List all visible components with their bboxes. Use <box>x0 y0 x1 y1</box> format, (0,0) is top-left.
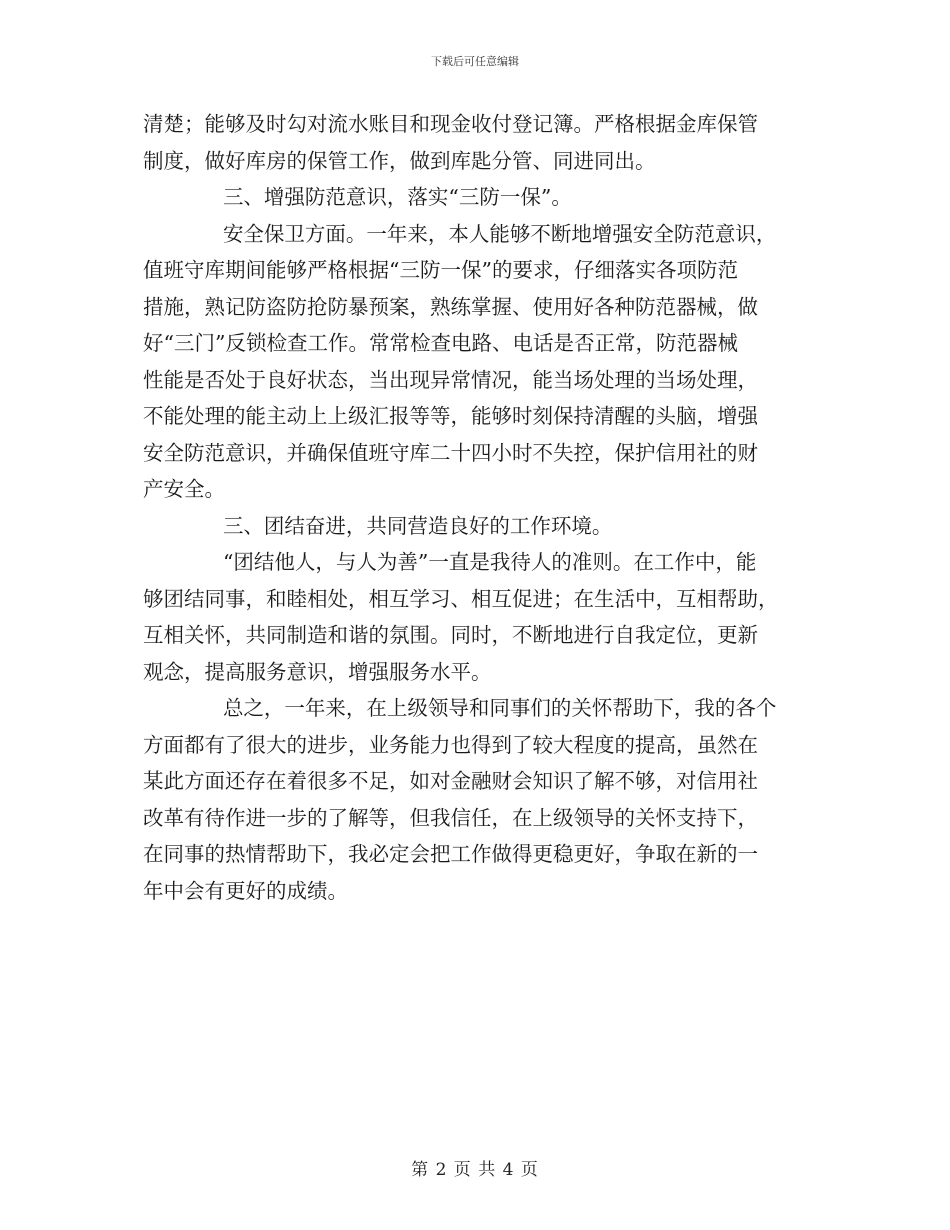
text-line: 在同事的热情帮助下，我必定会把工作做得更稳更好，争取在新的一 <box>143 842 758 866</box>
text-line: 改革有待作进一步的了解等，但我信任，在上级领导的关怀支持下， <box>143 805 758 830</box>
text-line: “团结他人，与人为善”一直是我待人的准则。在工作中，能 <box>222 550 757 574</box>
page-header: 下载后可任意编辑 <box>431 55 519 68</box>
text-line: 不能处理的能主动上上级汇报等等，能够时刻保持清醒的头脑，增强 <box>143 404 758 428</box>
page-footer: 第 2 页 共 4 页 <box>411 1160 539 1180</box>
text-line: 够团结同事，和睦相处，相互学习、相互促进；在生活中，互相帮助， <box>143 586 779 611</box>
document-body <box>143 106 803 909</box>
text-line: 某此方面还存在着很多不足，如对金融财会知识了解不够，对信用社 <box>143 769 758 793</box>
text-line: 安全防范意识，并确保值班守库二十四小时不失控，保护信用社的财 <box>143 440 758 465</box>
text-line: 性能是否处于良好状态，当出现异常情况，能当场处理的当场处理， <box>143 367 758 392</box>
text-line: 总之，一年来，在上级领导和同事们的关怀帮助下，我的各个 <box>222 696 777 720</box>
text-line: 值班守库期间能够严格根据“三防一保”的要求，仔细落实各项防范 <box>143 258 738 282</box>
text-line: 产安全。 <box>143 477 225 501</box>
text-line: 观念，提高服务意识，增强服务水平。 <box>143 659 492 684</box>
text-line: 三、团结奋进，共同营造良好的工作环境。 <box>222 513 613 538</box>
text-line: 制度，做好库房的保管工作，做到库匙分管、同进同出。 <box>143 148 656 173</box>
text-line: 年中会有更好的成绩。 <box>143 878 348 903</box>
text-line: 方面都有了很大的进步，业务能力也得到了较大程度的提高，虽然在 <box>143 732 758 757</box>
text-line: 三、增强防范意识，落实“三防一保”。 <box>222 185 572 209</box>
text-line: 好“三门”反锁检查工作。常常检查电路、电话是否正常，防范器械 <box>143 331 738 355</box>
text-line: 措施，熟记防盗防抢防暴预案，熟练掌握、使用好各种防范器械，做 <box>143 294 758 319</box>
text-line: 安全保卫方面。一年来，本人能够不断地增强安全防范意识， <box>222 221 777 246</box>
text-line: 清楚；能够及时勾对流水账目和现金收付登记簿。严格根据金库保管 <box>143 112 758 136</box>
text-line: 互相关怀，共同制造和谐的氛围。同时，不断地进行自我定位，更新 <box>143 623 758 647</box>
